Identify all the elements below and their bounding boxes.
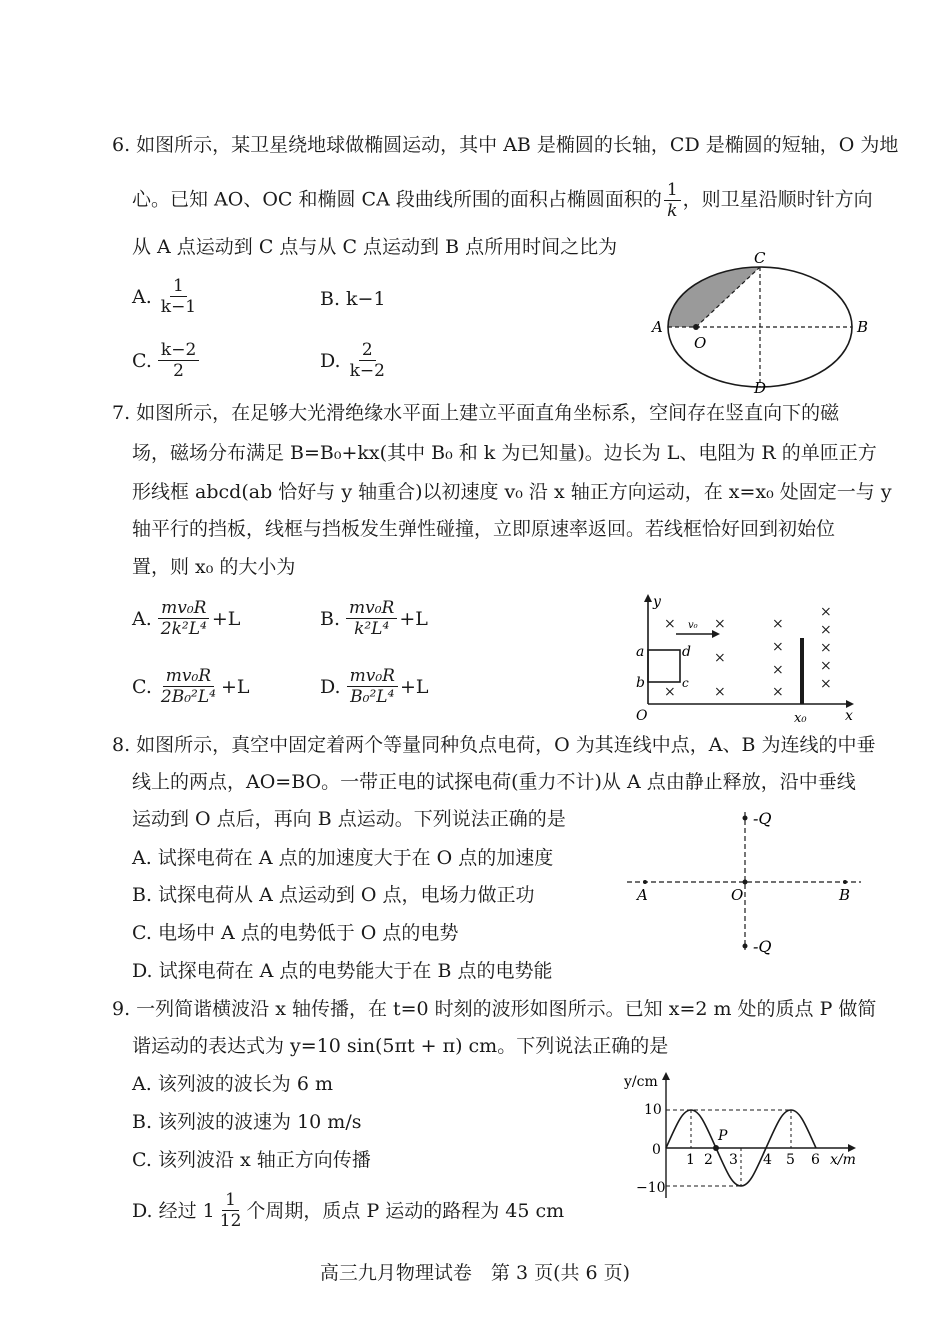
q8-charges-figure bbox=[625, 808, 865, 958]
velocity-label: v₀ bbox=[688, 620, 698, 631]
label-c: c bbox=[682, 676, 689, 690]
cross-mark: × bbox=[714, 684, 726, 700]
tick-y-minus10: −10 bbox=[636, 1180, 666, 1196]
x-axis-arrow bbox=[846, 700, 854, 708]
y-axis-arrow bbox=[644, 594, 652, 602]
q7-option-c[interactable]: C. $\frac{\text{mv₀R}}{\text{2B₀²L⁴}}$ +L bbox=[132, 666, 250, 707]
label-o: O bbox=[731, 886, 744, 904]
q6-option-d[interactable]: D. $\frac{2}{k-2}$ bbox=[320, 340, 385, 381]
label-a: A bbox=[637, 886, 648, 904]
q6-option-c[interactable]: C. $\frac{k-2}{2}$ bbox=[132, 340, 201, 381]
cross-mark: × bbox=[820, 658, 832, 674]
tick-x-1: 1 bbox=[686, 1152, 695, 1168]
x0-label: x₀ bbox=[794, 711, 807, 726]
cross-mark: × bbox=[772, 662, 784, 678]
square-coil bbox=[648, 650, 680, 682]
q6-line3: 从 A 点运动到 C 点与从 C 点运动到 B 点所用时间之比为 bbox=[132, 236, 618, 258]
label-o: O bbox=[694, 334, 707, 352]
cross-mark: × bbox=[820, 622, 832, 638]
label-d: d bbox=[682, 644, 691, 660]
q9-option-a[interactable]: A. 该列波的波长为 6 m bbox=[132, 1073, 333, 1095]
cross-mark: × bbox=[820, 676, 832, 692]
cross-mark: × bbox=[714, 650, 726, 666]
q8-line1: 8. 如图所示，真空中固定着两个等量同种负点电荷，O 为其连线中点，A、B 为连线的中垂 bbox=[112, 734, 876, 756]
q6-fraction: $\frac{1}{k}$ bbox=[664, 180, 681, 221]
cross-mark: × bbox=[772, 639, 784, 655]
cross-mark: × bbox=[664, 684, 676, 700]
q8-option-b[interactable]: B. 试探电荷从 A 点运动到 O 点，电场力做正功 bbox=[132, 884, 535, 906]
page-footer: 高三九月物理试卷 第 3 页(共 6 页) bbox=[319, 1262, 631, 1284]
q9-wave-figure bbox=[622, 1068, 862, 1203]
q6-line2: 心。已知 AO、OC 和椭圆 CA 段曲线所围的面积占椭圆面积的 $\frac{1}{k}$ ，则卫星沿顺时针方向 bbox=[132, 180, 873, 221]
cross-mark: × bbox=[772, 616, 784, 632]
point-o bbox=[743, 880, 748, 885]
q7-line2: 场，磁场分布满足 B=B₀+kx(其中 B₀ 和 k 为已知量)。边长为 L、电阻为 R 的单匝正方 bbox=[132, 442, 877, 464]
q7-option-a[interactable]: A. $\frac{\text{mv₀R}}{\text{2k²L⁴}}$ +L bbox=[132, 598, 241, 639]
q7-option-b[interactable]: B. $\frac{\text{mv₀R}}{\text{k²L⁴}}$ +L bbox=[320, 598, 428, 639]
q8-option-a[interactable]: A. 试探电荷在 A 点的加速度大于在 O 点的加速度 bbox=[132, 847, 554, 869]
tick-x-3: 3 bbox=[729, 1152, 738, 1168]
tick-x-2: 2 bbox=[704, 1152, 713, 1168]
tick-x-4: 4 bbox=[763, 1152, 772, 1168]
q9-option-c[interactable]: C. 该列波沿 x 轴正方向传播 bbox=[132, 1149, 371, 1171]
shaded-area bbox=[668, 267, 760, 327]
q8-line2: 线上的两点，AO=BO。一带正电的试探电荷(重力不计)从 A 点由静止释放，沿中垂线 bbox=[132, 771, 856, 793]
q7-line5: 置，则 x₀ 的大小为 bbox=[132, 556, 296, 578]
q7-line1: 7. 如图所示，在足够大光滑绝缘水平面上建立平面直角坐标系，空间存在竖直向下的磁 bbox=[112, 402, 840, 424]
q8-line3: 运动到 O 点后，再向 B 点运动。下列说法正确的是 bbox=[132, 808, 566, 830]
y-axis-label: y/cm bbox=[624, 1074, 658, 1090]
q8-option-d[interactable]: D. 试探电荷在 A 点的电势能大于在 B 点的电势能 bbox=[132, 960, 553, 982]
charge-bottom bbox=[743, 944, 748, 949]
charge-top bbox=[743, 816, 748, 821]
cross-mark: × bbox=[820, 640, 832, 656]
q7-magnetic-field-figure bbox=[630, 592, 860, 727]
label-b: b bbox=[636, 675, 645, 691]
label-d: D bbox=[754, 379, 767, 397]
tick-y-10: 10 bbox=[644, 1102, 662, 1118]
q7-line3: 形线框 abcd(ab 恰好与 y 轴重合)以初速度 v₀ 沿 x 轴正方向运动，在 x=x₀ 处固定一与 y bbox=[132, 481, 892, 503]
q8-option-c[interactable]: C. 电场中 A 点的电势低于 O 点的电势 bbox=[132, 922, 459, 944]
tick-y-0: 0 bbox=[652, 1142, 661, 1158]
tick-x-5: 5 bbox=[786, 1152, 795, 1168]
q6-option-a[interactable]: A. $\frac{1}{k-1}$ bbox=[132, 276, 197, 317]
q9-line2: 谐运动的表达式为 y=10 sin(5πt + π) cm。下列说法正确的是 bbox=[132, 1035, 669, 1057]
cross-mark: × bbox=[772, 684, 784, 700]
x-axis-label: x/m bbox=[830, 1152, 856, 1168]
label-a: A bbox=[652, 318, 663, 336]
q7-option-d[interactable]: D. $\frac{\text{mv₀R}}{\text{B₀²L⁴}}$ +L bbox=[320, 666, 429, 707]
q6-ellipse-figure bbox=[650, 249, 870, 397]
q6-option-b[interactable]: B. k−1 bbox=[320, 288, 386, 310]
point-p bbox=[713, 1145, 719, 1151]
x-axis-arrow bbox=[848, 1144, 856, 1152]
label-q-top: -Q bbox=[753, 809, 772, 828]
q6-line1: 6. 如图所示，某卫星绕地球做椭圆运动，其中 AB 是椭圆的长轴，CD 是椭圆的短轴，O 为地 bbox=[112, 134, 899, 156]
label-q-bottom: -Q bbox=[753, 937, 772, 956]
cross-mark: × bbox=[664, 616, 676, 632]
origin-label: O bbox=[636, 708, 648, 724]
y-label: y bbox=[653, 594, 661, 610]
label-p: P bbox=[718, 1128, 728, 1144]
tick-x-6: 6 bbox=[811, 1152, 820, 1168]
label-a: a bbox=[636, 644, 645, 660]
label-c: C bbox=[754, 249, 766, 267]
label-b: B bbox=[857, 318, 869, 336]
earth-center-dot bbox=[693, 324, 699, 330]
q7-line4: 轴平行的挡板，线框与挡板发生弹性碰撞，立即原速率返回。若线框恰好回到初始位 bbox=[132, 518, 836, 540]
barrier-plate bbox=[800, 638, 804, 704]
cross-mark: × bbox=[714, 616, 726, 632]
q9-option-b[interactable]: B. 该列波的波速为 10 m/s bbox=[132, 1111, 362, 1133]
q9-option-d[interactable]: D. 经过 1 $\frac{1}{12}$ 个周期，质点 P 运动的路程为 45 cm bbox=[132, 1190, 565, 1231]
y-axis-arrow bbox=[662, 1072, 670, 1080]
point-a bbox=[643, 880, 647, 884]
q9-line1: 9. 一列简谐横波沿 x 轴传播，在 t=0 时刻的波形如图所示。已知 x=2 m 处的质点 P 做简 bbox=[112, 998, 877, 1020]
label-b: B bbox=[839, 886, 851, 904]
point-b bbox=[843, 880, 847, 884]
x-label: x bbox=[845, 708, 853, 724]
cross-mark: × bbox=[820, 604, 832, 620]
